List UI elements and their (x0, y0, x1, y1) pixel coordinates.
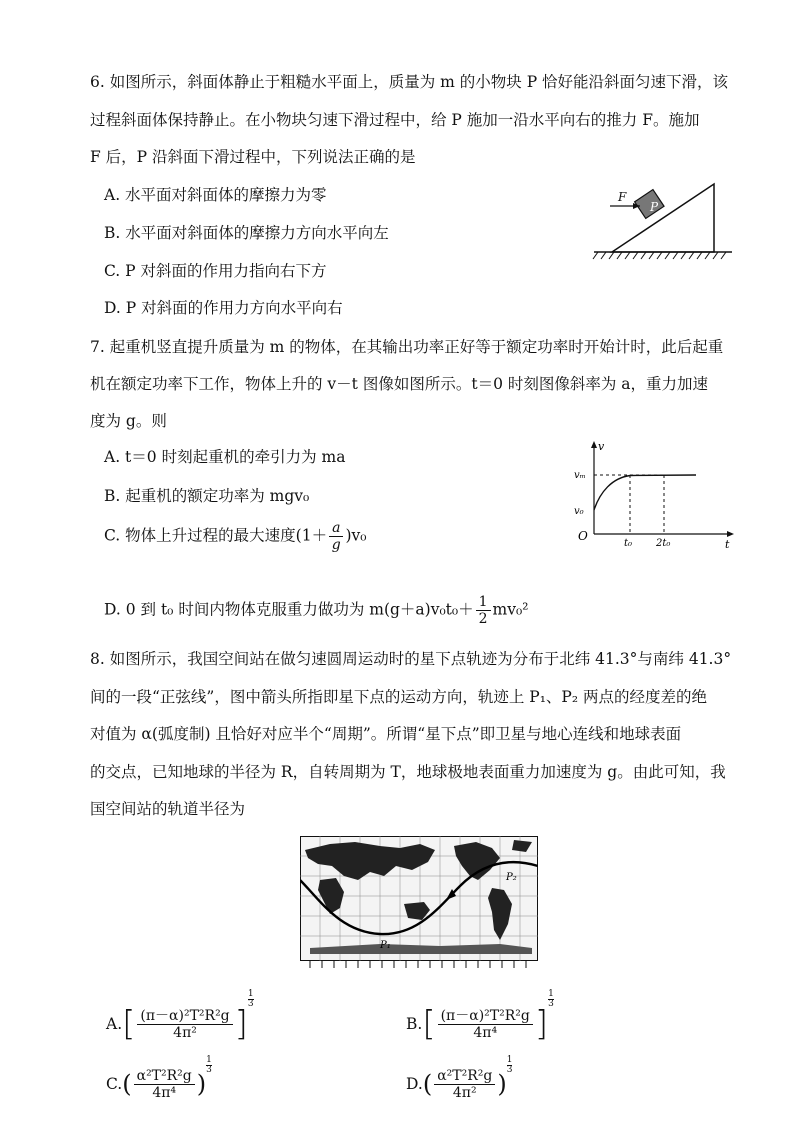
q8-stem-line-5: 国空间站的轨道半径为 (90, 800, 246, 818)
q8-stem-line-2: 间的一段“正弦线”，图中箭头所指即星下点的运动方向，轨迹上 P₁、P₂ 两点的经度差的绝 (90, 688, 707, 706)
q7-graph-2t0-label: 2t₀ (656, 538, 671, 549)
q8-option-b-open-bracket: [ (422, 1004, 436, 1044)
q7-graph-v0-label: v₀ (574, 506, 584, 517)
q8-option-a-numerator: (π－α)²T²R²g (137, 1008, 232, 1025)
q7-option-d-prefix: D. 0 到 t₀ 时间内物体克服重力做功为 m(g＋a)v₀t₀＋ (104, 600, 474, 619)
q7-option-a: A. t＝0 时刻起重机的牵引力为 ma (104, 448, 346, 466)
q7-option-c-denominator: g (331, 537, 341, 553)
q8-option-d-denominator: 4π² (452, 1084, 477, 1101)
q7-stem-line-1: 7. 起重机竖直提升质量为 m 的物体，在其输出功率正好等于额定功率时开始计时，此后起重 (90, 338, 724, 356)
q8-option-c (106, 1056, 212, 1100)
q8-option-b-label: B. (406, 1015, 423, 1033)
q7-graph-t0-label: t₀ (624, 538, 633, 549)
q8-option-c-label: C. (106, 1075, 123, 1093)
q8-option-d-exp-den: 3 (506, 1065, 513, 1075)
q8-option-d-close-paren: ) (497, 1070, 507, 1098)
q8-option-b-exp-num: 1 (548, 989, 554, 999)
q8-map-p2-label: P₂ (506, 872, 517, 883)
q6-incline-figure (590, 176, 740, 266)
q8-option-c-exp-den: 3 (206, 1065, 212, 1075)
q8-option-b-close-bracket: ] (534, 1004, 549, 1044)
q8-stem-line-1: 8. 如图所示，我国空间站在做匀速圆周运动时的星下点轨迹为分布于北纬 41.3°与南纬 41.3° (90, 650, 732, 668)
q8-option-b (406, 989, 554, 1044)
q8-option-a-exp-den: 3 (247, 999, 254, 1009)
q8-option-c-close-paren: ) (196, 1070, 207, 1098)
q7-option-c-numerator: a (329, 520, 343, 537)
q7-option-d (104, 594, 528, 627)
q7-option-d-denominator: 2 (478, 611, 488, 627)
q6-block-label: P (650, 200, 659, 214)
q6-force-label: F (618, 190, 627, 204)
q7-stem-line-2: 机在额定功率下工作，物体上升的 v－t 图像如图所示。t＝0 时刻图像斜率为 a，重力加速 (90, 375, 709, 393)
q7-graph-y-label: v (598, 440, 605, 453)
q8-option-d (406, 1056, 512, 1100)
q6-stem-line-1: 6. 如图所示，斜面体静止于粗糙水平面上，质量为 m 的小物块 P 恰好能沿斜面匀速下滑，该 (90, 73, 729, 91)
q7-vt-graph (560, 436, 740, 550)
q7-option-c-prefix: C. 物体上升过程的最大速度(1＋ (104, 526, 328, 545)
q7-option-d-numerator: 1 (476, 594, 491, 611)
q8-option-b-exp-den: 3 (548, 999, 554, 1009)
q8-option-d-open-paren: ( (422, 1070, 433, 1098)
q7-option-c-suffix: )v₀ (345, 526, 367, 545)
q6-option-d: D. P 对斜面的作用力方向水平向右 (104, 299, 343, 317)
q7-option-c-fraction (329, 520, 343, 553)
q8-option-a-label: A. (106, 1015, 123, 1033)
q6-option-c: C. P 对斜面的作用力指向右下方 (104, 262, 327, 280)
q8-option-d-label: D. (406, 1075, 423, 1093)
q7-graph-origin: O (578, 529, 588, 543)
q7-option-c (104, 520, 366, 553)
q7-option-d-fraction (476, 594, 491, 627)
q7-graph-vm-label: vₘ (574, 470, 586, 481)
q8-stem-line-3: 对值为 α(弧度制) 且恰好对应半个“周期”。所谓“星下点”即卫星与地心连线和地球表面 (90, 725, 682, 743)
q8-option-c-numerator: α²T²R²g (134, 1068, 195, 1085)
q8-option-d-exp-num: 1 (506, 1055, 513, 1065)
q8-world-map (300, 836, 538, 972)
q6-option-b: B. 水平面对斜面体的摩擦力方向水平向左 (104, 224, 389, 242)
q8-option-b-numerator: (π－α)²T²R²g (438, 1008, 533, 1025)
q7-stem-line-3: 度为 g。则 (90, 412, 167, 430)
q8-option-c-denominator: 4π⁴ (152, 1084, 177, 1101)
q8-option-a-open-bracket: [ (122, 1004, 136, 1044)
q6-stem-line-2: 过程斜面体保持静止。在小物块匀速下滑过程中，给 P 施加一沿水平向右的推力 F。施加 (90, 111, 700, 129)
q8-option-a-exp-num: 1 (247, 989, 254, 999)
q8-option-c-exp-num: 1 (206, 1055, 212, 1065)
q8-option-d-numerator: α²T²R²g (434, 1068, 495, 1085)
q7-option-d-suffix: mv₀² (492, 600, 529, 619)
q8-option-b-denominator: 4π⁴ (473, 1024, 498, 1041)
q8-stem-line-4: 的交点，已知地球的半径为 R，自转周期为 T，地球极地表面重力加速度为 g。由此可知，我 (90, 763, 726, 781)
q8-option-a-close-bracket: ] (234, 1004, 248, 1044)
q8-map-p1-label: P₁ (380, 940, 391, 951)
q8-option-a-denominator: 4π² (173, 1024, 197, 1041)
q8-option-a (106, 989, 254, 1044)
q6-stem-line-3: F 后，P 沿斜面下滑过程中，下列说法正确的是 (90, 148, 416, 166)
q7-option-b: B. 起重机的额定功率为 mgv₀ (104, 487, 310, 505)
q6-option-a: A. 水平面对斜面体的摩擦力为零 (104, 186, 327, 204)
q8-option-c-open-paren: ( (122, 1070, 132, 1098)
q7-graph-x-label: t (725, 538, 730, 550)
